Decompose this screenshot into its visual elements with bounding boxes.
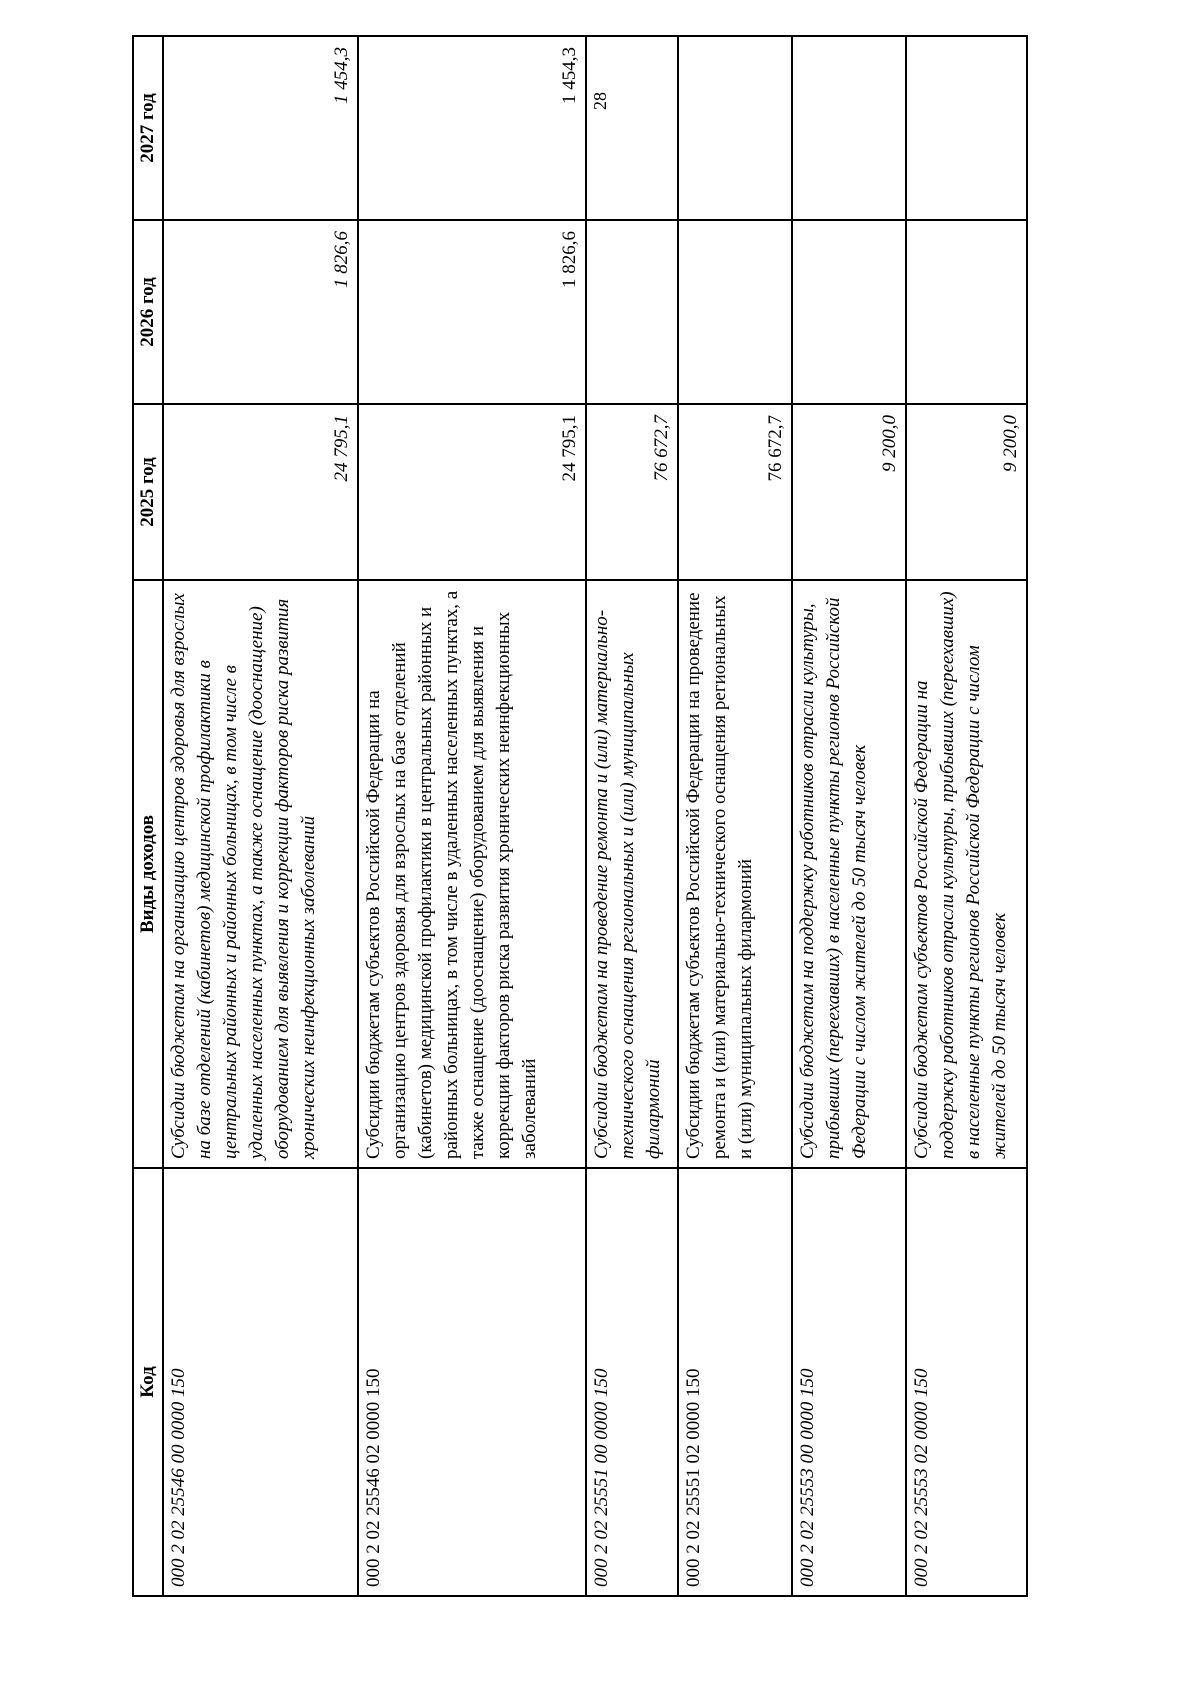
row-value-2027	[678, 36, 792, 220]
row-value-2025: 76 672,7	[678, 404, 792, 580]
table-row	[792, 36, 906, 1596]
row-value-2025: 24 795,1	[358, 404, 586, 580]
row-value-2026	[792, 220, 906, 404]
row-code: 000 2 02 25553 02 0000 150	[906, 1168, 1027, 1596]
header-revenue-type: Виды доходов	[133, 580, 163, 1168]
header-2027: 2027 год	[133, 36, 163, 220]
row-description: Субсидии бюджетам субъектов Российской Федерации на организацию центров здоровья для взрослых на базе отделений (кабинетов) медицинской профилактики в центральных районных и районных больницах, в том числе в удаленных населенных пунктах, а также оснащение (дооснащение) оборудованием для выявления и коррекции факторов риска развития хронических неинфекционных заболеваний	[358, 580, 586, 1168]
row-value-2027	[586, 36, 678, 220]
row-value-2025: 76 672,7	[586, 404, 678, 580]
revenue-table	[132, 35, 1028, 1597]
header-2025: 2025 год	[133, 404, 163, 580]
page-number: 28	[590, 92, 610, 110]
revenue-table-container	[132, 37, 1028, 1597]
row-value-2025: 9 200,0	[792, 404, 906, 580]
row-value-2027	[906, 36, 1027, 220]
row-description: Субсидии бюджетам на поддержку работников отрасли культуры, прибывших (переехавших) в населенные пункты регионов Российской Федерации с числом жителей до 50 тысяч человек	[792, 580, 906, 1168]
header-code: Код	[133, 1168, 163, 1596]
row-description: Субсидии бюджетам на организацию центров здоровья для взрослых на базе отделений (кабинетов) медицинской профилактики в центральных районных и районных больницах, в том числе в удаленных населенных пунктах, а также оснащение (дооснащение) оборудованием для выявления и коррекции факторов риска развития хронических неинфекционных заболеваний	[163, 580, 358, 1168]
row-value-2026: 1 826,6	[163, 220, 358, 404]
row-description: Субсидии бюджетам на проведение ремонта и (или) материально-технического оснащения региональных и (или) муниципальных филармоний	[586, 580, 678, 1168]
row-code: 000 2 02 25546 00 0000 150	[163, 1168, 358, 1596]
row-value-2027: 1 454,3	[358, 36, 586, 220]
header-2026: 2026 год	[133, 220, 163, 404]
row-value-2027	[792, 36, 906, 220]
row-description: Субсидии бюджетам субъектов Российской Федерации на проведение ремонта и (или) материально-технического оснащения региональных и (или) муниципальных филармоний	[678, 580, 792, 1168]
table-row	[163, 36, 358, 1596]
row-description: Субсидии бюджетам субъектов Российской Федерации на поддержку работников отрасли культуры, прибывших (переехавших) в населенные пункты регионов Российской Федерации с числом жителей до 50 тысяч человек	[906, 580, 1027, 1168]
row-value-2026	[678, 220, 792, 404]
row-value-2026: 1 826,6	[358, 220, 586, 404]
table-row	[358, 36, 586, 1596]
row-code: 000 2 02 25553 00 0000 150	[792, 1168, 906, 1596]
row-value-2025: 9 200,0	[906, 404, 1027, 580]
row-code: 000 2 02 25546 02 0000 150	[358, 1168, 586, 1596]
row-value-2025: 24 795,1	[163, 404, 358, 580]
row-code: 000 2 02 25551 02 0000 150	[678, 1168, 792, 1596]
table-header-row	[133, 36, 163, 1596]
row-code: 000 2 02 25551 00 0000 150	[586, 1168, 678, 1596]
table-row	[586, 36, 678, 1596]
table-body	[163, 36, 1027, 1596]
table-row	[906, 36, 1027, 1596]
row-value-2027: 1 454,3	[163, 36, 358, 220]
row-value-2026	[906, 220, 1027, 404]
row-value-2026	[586, 220, 678, 404]
table-row	[678, 36, 792, 1596]
